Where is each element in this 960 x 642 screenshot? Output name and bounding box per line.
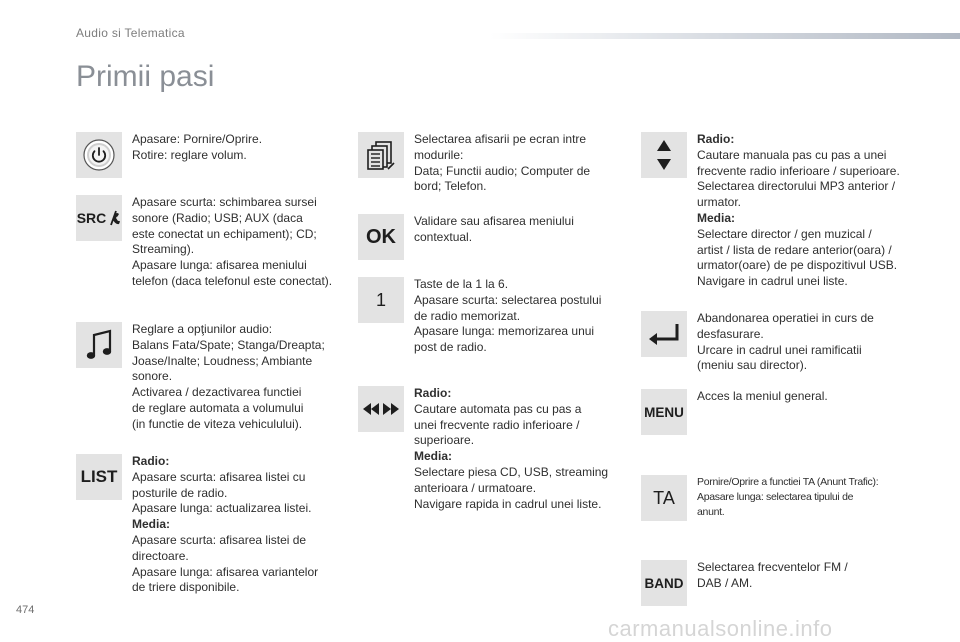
seek-description: Radio: Cautare automata pas cu pas a unei frecvente radio inferioare / superioare. Media: Selectare piesa CD, USB, streaming anterioara / urmatoare. Navigare rapida in cadrul unei liste. (414, 386, 609, 511)
back-return-icon (641, 311, 687, 357)
band-button-icon: BAND (641, 560, 687, 606)
audio-description: Reglare a opţiunilor audio: Balans Fata/Spate; Stanga/Dreapta; Joase/Inalte; Loudness; Ambiante sonore. Activarea / dezactivarea functiei de reglare automata a volumului (in functie de viteza vehiculului). (132, 322, 325, 431)
list-button-icon: LIST (76, 454, 122, 500)
up-down-arrows-icon (641, 132, 687, 178)
music-note-icon (76, 322, 122, 368)
back-description: Abandonarea operatiei in curs de desfasurare. Urcare in cadrul unei ramificatii (meniu sau director). (697, 311, 874, 373)
up-down-description: Radio: Cautare manuala pas cu pas a unei frecvente radio inferioare / superioare. Selectarea directorului MP3 anterior / urmator. Media: Selectare director / gen muzical / artist / lista de redare anterior(oara) / urmator(oare) de pe dispozitivul USB. Navigare in cadrul unei liste. (697, 132, 900, 289)
power-description: Apasare: Pornire/Oprire. Rotire: reglare volum. (132, 132, 263, 162)
src-phone-icon: SRC (76, 195, 122, 241)
preset-key-icon: 1 (358, 277, 404, 323)
band-description: Selectarea frecventelor FM / DAB / AM. (697, 560, 848, 590)
ok-description: Validare sau afisarea meniului contextual. (414, 214, 574, 244)
watermark: carmanualsonline.info (608, 616, 833, 641)
header-decoration-bar (490, 33, 960, 39)
page-title: Primii pasi (76, 60, 215, 93)
preset-description: Taste de la 1 la 6. Apasare scurta: selectarea postului de radio memorizat. Apasare lunga: memorizarea unui post de radio. (414, 277, 602, 355)
src-description: Apasare scurta: schimbarea sursei sonore (Radio; USB; AUX (daca este conectat un echipament); CD; Streaming). Apasare lunga: afisarea meniului telefon (daca telefonul este conectat). (132, 195, 333, 288)
ta-description: Pornire/Oprire a functiei TA (Anunt Trafic): Apasare lunga: selectarea tipului de anunt. (697, 476, 879, 518)
page-number: 474 (16, 604, 35, 616)
list-description: Radio: Apasare scurta: afisarea listei cu posturile de radio. Apasare lunga: actualizarea listei. Media: Apasare scurta: afisarea listei de directoare. Apasare lunga: afisarea variantelor de triere disponibile. (132, 454, 319, 595)
display-modes-icon (358, 132, 404, 178)
ok-button-icon: OK (358, 214, 404, 260)
menu-description: Acces la meniul general. (697, 389, 828, 403)
power-icon (76, 132, 122, 178)
display-modes-description: Selectarea afisarii pe ecran intre modurile: Data; Functii audio; Computer de bord; Telefon. (414, 132, 591, 194)
section-title: Audio si Telematica (76, 26, 185, 40)
seek-arrows-icon (358, 386, 404, 432)
menu-button-icon: MENU (641, 389, 687, 435)
ta-button-icon: TA (641, 475, 687, 521)
